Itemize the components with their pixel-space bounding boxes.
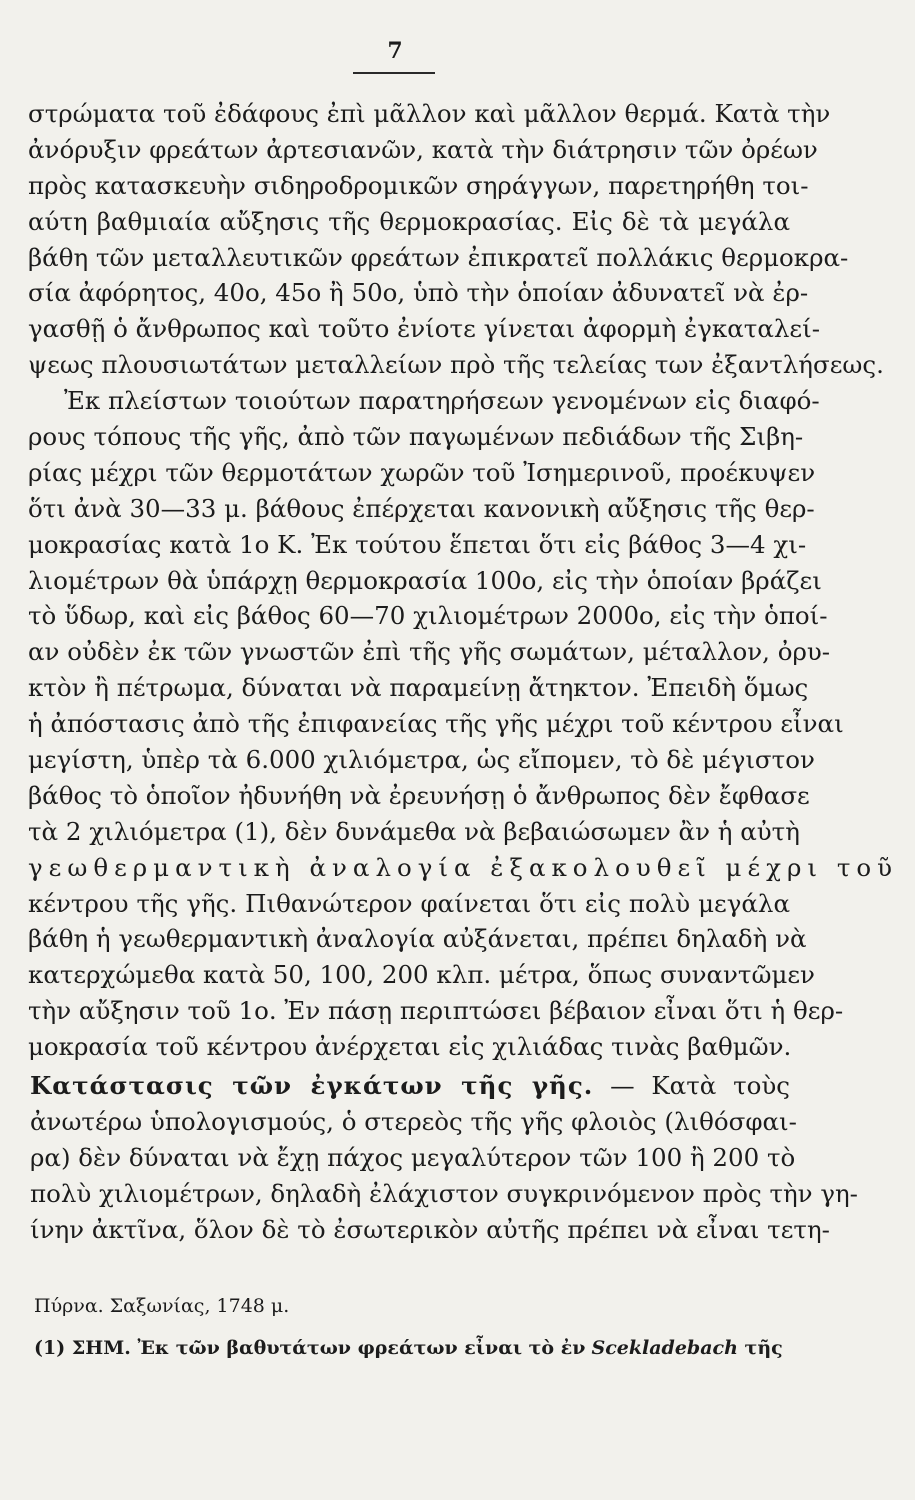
- footnotes: [34, 1285, 790, 1369]
- footnote-continuation: Πύρνα. Σαξωνίας, 1748 μ.: [34, 1295, 290, 1317]
- text-line: τὰ 2 χιλιόμετρα (1), δὲν δυνάμεθα νὰ βεβαιώσωμεν ἂν ἡ αὐτὴ: [28, 816, 800, 846]
- text-line: ρους τόπους τῆς γῆς, ἀπὸ τῶν παγωμένων πεδιάδων τῆς Σιβη-: [28, 422, 804, 452]
- text-line: ψεως πλουσιωτάτων μεταλλείων πρὸ τῆς τελείας των ἐξαντλήσεως.: [28, 350, 884, 380]
- body-text: [28, 96, 899, 1065]
- text-line: αύτη βαθμιαία αὔξησις τῆς θερμοκρασίας. Εἰς δὲ τὰ μεγάλα: [28, 206, 790, 236]
- section-text: [30, 1068, 858, 1247]
- text-line: μεγίστη, ὑπὲρ τὰ 6.000 χιλιόμετρα, ὡς εἴπομεν, τὸ δὲ μέγιστον: [28, 745, 815, 775]
- text-line: τὸ ὕδωρ, καὶ εἰς βάθος 60—70 χιλιομέτρων 2000ο, εἰς τὴν ὁποί-: [28, 601, 828, 631]
- text-line: βάθη τῶν μεταλλευτικῶν φρεάτων ἐπικρατεῖ πολλάκις θερμοκρα-: [28, 242, 849, 272]
- text-line: ἀνόρυξιν φρεάτων ἀρτεσιανῶν, κατὰ τὴν διάτρησιν τῶν ὀρέων: [28, 134, 818, 164]
- text-line: κατερχώμεθα κατὰ 50, 100, 200 κλπ. μέτρα, ὅπως συναντῶμεν: [28, 960, 815, 990]
- footnote: [34, 1327, 790, 1369]
- text-line: στρώματα τοῦ ἐδάφους ἐπὶ μᾶλλον καὶ μᾶλλον θερμά. Κατὰ τὴν: [28, 99, 831, 128]
- section-lead: Κατὰ τοὺς: [651, 1071, 791, 1100]
- page-number: 7: [387, 38, 403, 64]
- section-heading: Κατάστασις τῶν ἐγκάτων τῆς γῆς.: [30, 1071, 594, 1100]
- text-line: ρίας μέχρι τῶν θερμοτάτων χωρῶν τοῦ Ἰσημερινοῦ, προέκυψεν: [28, 457, 816, 487]
- footnote-place: Scekladebach: [591, 1337, 738, 1359]
- text-line: αν οὐδὲν ἐκ τῶν γνωστῶν ἐπὶ τῆς γῆς σωμάτων, μέταλλον, ὀρυ-: [28, 637, 831, 667]
- text-line: τὴν αὔξησιν τοῦ 1ο. Ἐν πάσῃ περιπτώσει βέβαιον εἶναι ὅτι ἡ θερ-: [28, 996, 844, 1026]
- text-line: ἀνωτέρω ὑπολογισμούς, ὁ στερεὸς τῆς γῆς φλοιὸς (λιθόσφαι-: [30, 1106, 797, 1136]
- text-line: κτὸν ἢ πέτρωμα, δύναται νὰ παραμείνῃ ἄτηκτον. Ἐπειδὴ ὅμως: [28, 673, 809, 703]
- section-dash: —: [593, 1071, 652, 1100]
- text-line: γασθῇ ὁ ἄνθρωπος καὶ τοῦτο ἐνίοτε γίνεται ἀφορμὴ ἐγκαταλεί-: [28, 314, 820, 344]
- text-line: ἡ ἀπόστασις ἀπὸ τῆς ἐπιφανείας τῆς γῆς μέχρι τοῦ κέντρου εἶναι: [28, 709, 844, 739]
- text-line: μοκρασία τοῦ κέντρου ἀνέρχεται εἰς χιλιάδας τινὰς βαθμῶν.: [28, 1032, 792, 1062]
- page-number-rule: [353, 72, 435, 74]
- text-line: βάθος τὸ ὁποῖον ἠδυνήθη νὰ ἐρευνήσῃ ὁ ἄνθρωπος δὲν ἔφθασε: [28, 780, 810, 810]
- footnote-text: (1) ΣΗΜ. Ἐκ τῶν βαθυτάτων φρεάτων εἶναι τὸ ἐν: [34, 1337, 586, 1359]
- text-line: ίνην ἀκτῖνα, ὅλον δὲ τὸ ἐσωτερικὸν αὐτῆς πρέπει νὰ εἶναι τετη-: [30, 1214, 830, 1244]
- text-line: ρα) δὲν δύναται νὰ ἔχῃ πάχος μεγαλύτερον τῶν 100 ἢ 200 τὸ: [30, 1142, 796, 1172]
- text-line: πολὺ χιλιομέτρων, δηλαδὴ ἐλάχιστον συγκρινόμενον πρὸς τὴν γη-: [30, 1178, 858, 1208]
- text-line: ὅτι ἀνὰ 30—33 μ. βάθους ἐπέρχεται κανονικὴ αὔξησις τῆς θερ-: [28, 493, 815, 523]
- text-line: λιομέτρων θὰ ὑπάρχῃ θερμοκρασία 100ο, εἰς τὴν ὁποίαν βράζει: [28, 565, 822, 595]
- text-line: μοκρασίας κατὰ 1ο Κ. Ἐκ τούτου ἕπεται ὅτι εἰς βάθος 3—4 χι-: [28, 529, 807, 559]
- text-line: Ἐκ πλείστων τοιούτων παρατηρήσεων γενομένων εἰς διαφό-: [64, 386, 820, 416]
- text-line: βάθη ἡ γεωθερμαντικὴ ἀναλογία αὐξάνεται, πρέπει δηλαδὴ νὰ: [28, 924, 807, 954]
- text-line: κέντρου τῆς γῆς. Πιθανώτερον φαίνεται ὅτι εἰς πολὺ μεγάλα: [28, 888, 790, 918]
- footnote-suffix: τῆς: [737, 1337, 783, 1359]
- section-first-line: [30, 1068, 790, 1104]
- text-line: σία ἀφόρητος, 40ο, 45ο ἢ 50ο, ὑπὸ τὴν ὁποίαν ἀδυνατεῖ νὰ ἐρ-: [28, 278, 809, 308]
- text-line: γεωθερμαντικὴ ἀναλογία ἐξακολουθεῖ μέχρι τοῦ: [28, 852, 899, 882]
- text-line: πρὸς κατασκευὴν σιδηροδρομικῶν σηράγγων, παρετηρήθη τοι-: [28, 170, 809, 200]
